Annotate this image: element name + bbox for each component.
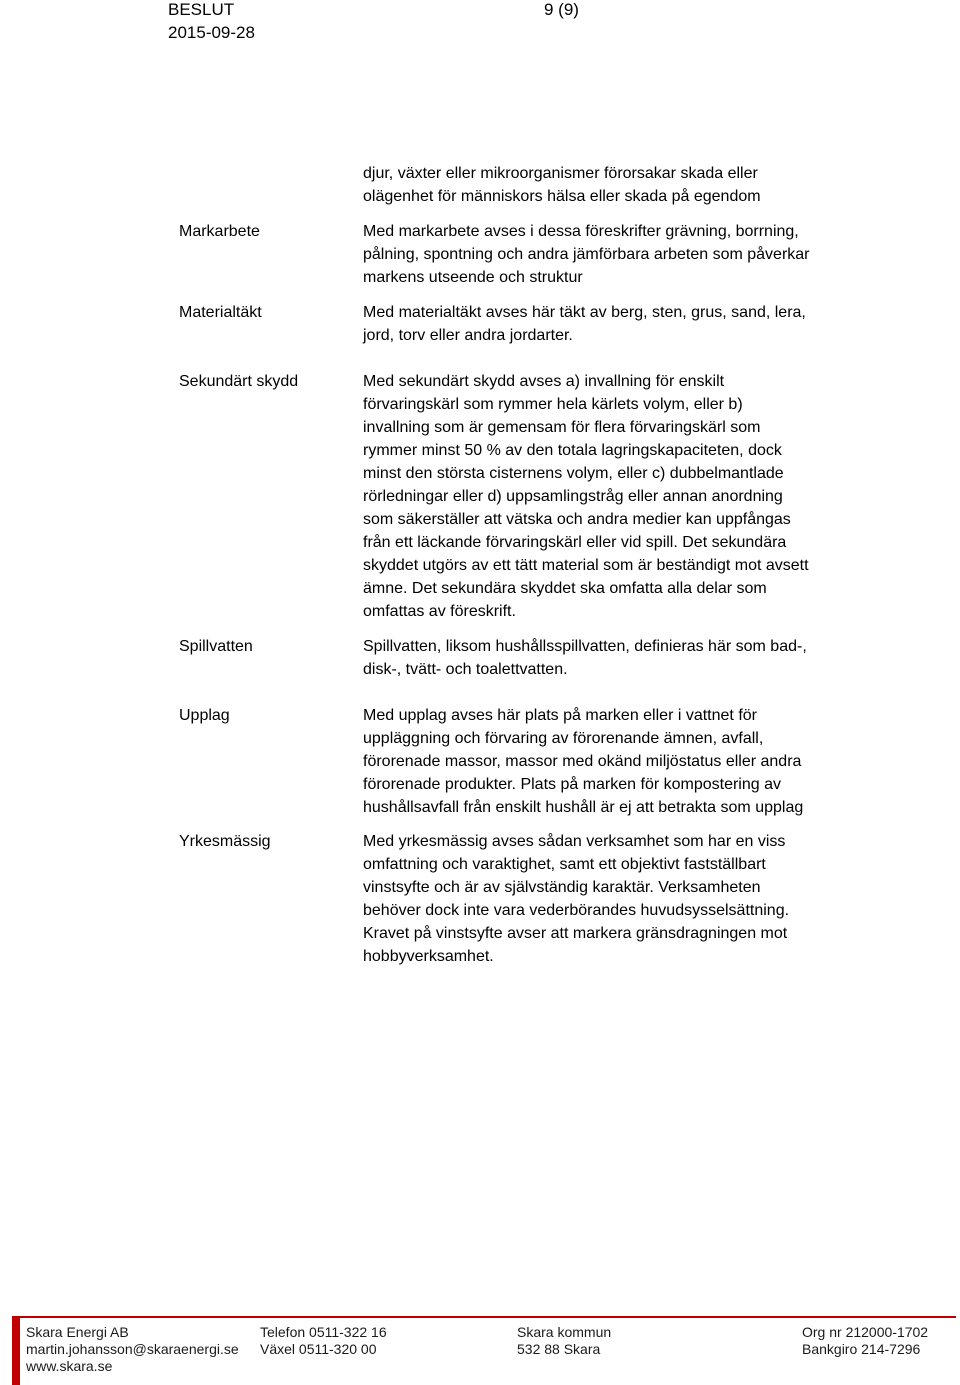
definition-sekundart-skydd <box>363 370 883 623</box>
text-line: omfattning och varaktighet, samt ett objektivt fastställbart <box>363 856 766 873</box>
text-line: behöver dock inte vara vederbörandes huvudsysselsättning. <box>363 902 790 919</box>
text-line: rörledningar eller d) uppsamlingstråg eller annan anordning <box>363 488 783 505</box>
document-date: 2015-09-28 <box>168 23 255 42</box>
text-line: Med markarbete avses i dessa föreskrifter grävning, borrning, <box>363 223 799 240</box>
text-line: djur, växter eller mikroorganismer förorsakar skada eller <box>363 165 758 182</box>
footer-address <box>517 1324 611 1358</box>
text-line: rymmer minst 50 % av den totala lagringskapaciteten, dock <box>363 442 782 459</box>
document-type: BESLUT <box>168 0 235 19</box>
term-materialtakt: Materialtäkt <box>179 304 262 321</box>
text-line: omfattas av föreskrift. <box>363 603 516 620</box>
text-line: Med materialtäkt avses här täkt av berg, sten, grus, sand, lera, <box>363 304 806 321</box>
text-line: markens utseende och struktur <box>363 269 583 286</box>
bankgiro-number: Bankgiro 214-7296 <box>802 1341 921 1357</box>
org-number: Org nr 212000-1702 <box>802 1324 929 1340</box>
text-line: ämne. Det sekundära skyddet ska omfatta alla delar som <box>363 580 767 597</box>
text-line: invallning som är gemensam för flera förvaringskärl som <box>363 419 761 436</box>
text-line: Med upplag avses här plats på marken eller i vattnet för <box>363 707 757 724</box>
text-line: uppläggning och förvaring av förorenande ämnen, avfall, <box>363 730 764 747</box>
footer-divider <box>20 1316 956 1318</box>
page-number: 9 (9) <box>544 0 579 19</box>
text-line: förorenade produkter. Plats på marken för kompostering av <box>363 776 781 793</box>
text-line: hobbyverksamhet. <box>363 948 494 965</box>
definition-yrkesmassig <box>363 830 883 968</box>
website-link[interactable]: www.skara.se <box>26 1358 113 1374</box>
definition-markarbete <box>363 220 883 289</box>
text-line: förvaringskärl som rymmer hela kärlets volym, eller b) <box>363 396 743 413</box>
postal-address: 532 88 Skara <box>517 1341 601 1357</box>
switchboard-number: Växel 0511-320 00 <box>260 1341 377 1357</box>
text-line: skyddet utgörs av ett tätt material som är beständigt mot avsett <box>363 557 809 574</box>
text-line: förorenade massor, massor med okänd miljöstatus eller andra <box>363 753 802 770</box>
text-line: vinstsyfte och är av självständig karaktär. Verksamheten <box>363 879 761 896</box>
term-markarbete: Markarbete <box>179 223 260 240</box>
footer-registration <box>802 1324 928 1358</box>
municipality: Skara kommun <box>517 1324 612 1340</box>
definition-upplag <box>363 704 883 819</box>
footer-phone <box>260 1324 387 1358</box>
text-line: disk-, tvätt- och toalettvatten. <box>363 661 568 678</box>
term-sekundart-skydd: Sekundärt skydd <box>179 373 299 390</box>
definition-materialtakt <box>363 301 883 347</box>
term-upplag: Upplag <box>179 707 230 724</box>
term-yrkesmassig: Yrkesmässig <box>179 833 271 850</box>
text-line: olägenhet för människors hälsa eller skada på egendom <box>363 188 761 205</box>
text-line: hushållsavfall från enskilt hushåll är ej att betrakta som upplag <box>363 799 804 816</box>
text-line: Kravet på vinstsyfte avser att markera gränsdragningen mot <box>363 925 788 942</box>
text-line: jord, torv eller andra jordarter. <box>363 327 573 344</box>
term-spillvatten: Spillvatten <box>179 638 253 655</box>
company-name: Skara Energi AB <box>26 1324 129 1340</box>
intro-paragraph <box>363 162 883 208</box>
text-line: minst den största cisternens volym, eller c) dubbelmantlade <box>363 465 784 482</box>
text-line: Med yrkesmässig avses sådan verksamhet som har en viss <box>363 833 786 850</box>
definition-spillvatten <box>363 635 883 681</box>
text-line: Spillvatten, liksom hushållsspillvatten, definieras här som bad-, <box>363 638 807 655</box>
phone-number: Telefon 0511-322 16 <box>260 1324 387 1340</box>
text-line: pålning, spontning och andra jämförbara arbeten som påverkar <box>363 246 810 263</box>
text-line: Med sekundärt skydd avses a) invallning för enskilt <box>363 373 725 390</box>
page-footer <box>0 1312 960 1385</box>
text-line: som säkerställer att vätska och andra medier kan uppfångas <box>363 511 791 528</box>
footer-accent-bar <box>12 1316 20 1385</box>
email-link[interactable]: martin.johansson@skaraenergi.se <box>26 1341 239 1357</box>
footer-company <box>26 1324 239 1375</box>
text-line: från ett läckande förvaringskärl eller vid spill. Det sekundära <box>363 534 787 551</box>
